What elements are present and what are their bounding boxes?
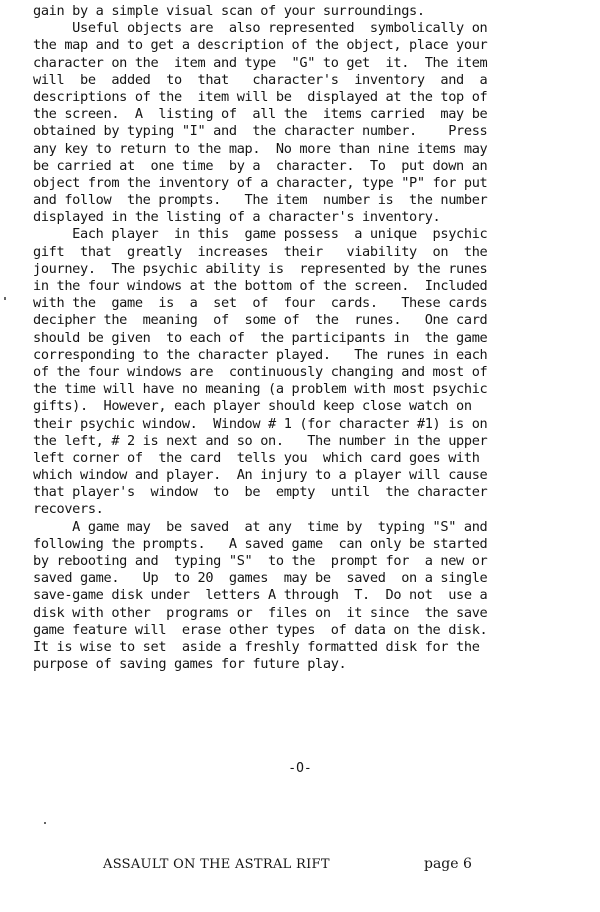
body-text (33, 3, 563, 673)
text-line: with the game is a set of four cards. These cards (33, 295, 488, 312)
text-line: gifts). However, each player should keep close watch on (33, 398, 472, 415)
text-line: Useful objects are also represented symbolically on (33, 20, 488, 37)
text-line: A game may be saved at any time by typing "S" and (33, 518, 488, 535)
text-line: Each player in this game possess a unique psychic (33, 226, 488, 243)
text-line: decipher the meaning of some of the runes. One card (33, 312, 488, 329)
text-line: journey. The psychic ability is represented by the runes (33, 260, 488, 277)
footer-page-number: page 6 (424, 856, 472, 872)
text-line: will be added to that character's inventory and a (33, 71, 488, 88)
text-line: object from the inventory of a character, type "P" for put (33, 174, 488, 191)
text-line: save-game disk under letters A through T. Do not use a (33, 587, 488, 604)
text-line: in the four windows at the bottom of the screen. Included (33, 278, 488, 294)
text-line: recovers. (33, 501, 104, 518)
text-line: displayed in the listing of a character's inventory. (33, 209, 441, 226)
text-line: saved game. Up to 20 games may be saved on a single (33, 570, 488, 587)
text-line: which window and player. An injury to a player will cause (33, 467, 488, 484)
text-line: obtained by typing "I" and the character number. Press (33, 123, 488, 140)
text-line: descriptions of the item will be displayed at the top of (33, 88, 488, 105)
text-line: character on the item and type "G" to get it. The item (33, 54, 488, 71)
stray-speck (44, 822, 46, 824)
text-line: by rebooting and typing "S" to the prompt for a new or (33, 553, 488, 569)
text-line: any key to return to the map. No more than nine items may (33, 140, 488, 157)
text-line: of the four windows are continuously changing and most of (33, 363, 488, 380)
text-line: that player's window to be empty until the character (33, 484, 488, 501)
text-line: purpose of saving games for future play. (33, 656, 347, 673)
section-separator: -O- (288, 761, 312, 776)
text-line: corresponding to the character played. The runes in each (33, 346, 488, 363)
text-line: the left, # 2 is next and so on. The number in the upper (33, 432, 488, 449)
text-line: following the prompts. A saved game can only be started (33, 535, 488, 552)
text-line: their psychic window. Window # 1 (for character #1) is on (33, 415, 488, 432)
footer-title: ASSAULT ON THE ASTRAL RIFT (103, 857, 330, 872)
text-line: the screen. A listing of all the items carried may be (33, 106, 488, 123)
text-line: gift that greatly increases their viability on the (33, 243, 488, 260)
text-line: be carried at one time by a character. To put down an (33, 157, 488, 174)
text-line: disk with other programs or files on it since the save (33, 604, 488, 621)
text-line: the map and to get a description of the object, place your (33, 37, 488, 54)
text-line: and follow the prompts. The item number is the number (33, 192, 488, 209)
margin-speck (4, 297, 6, 300)
text-line: should be given to each of the participants in the game (33, 329, 488, 346)
text-line: game feature will erase other types of data on the disk. (33, 621, 488, 638)
text-line: gain by a simple visual scan of your surroundings. (33, 3, 425, 19)
text-line: the time will have no meaning (a problem with most psychic (33, 381, 488, 398)
text-line: It is wise to set aside a freshly formatted disk for the (33, 638, 480, 655)
text-line: left corner of the card tells you which card goes with (33, 449, 480, 466)
